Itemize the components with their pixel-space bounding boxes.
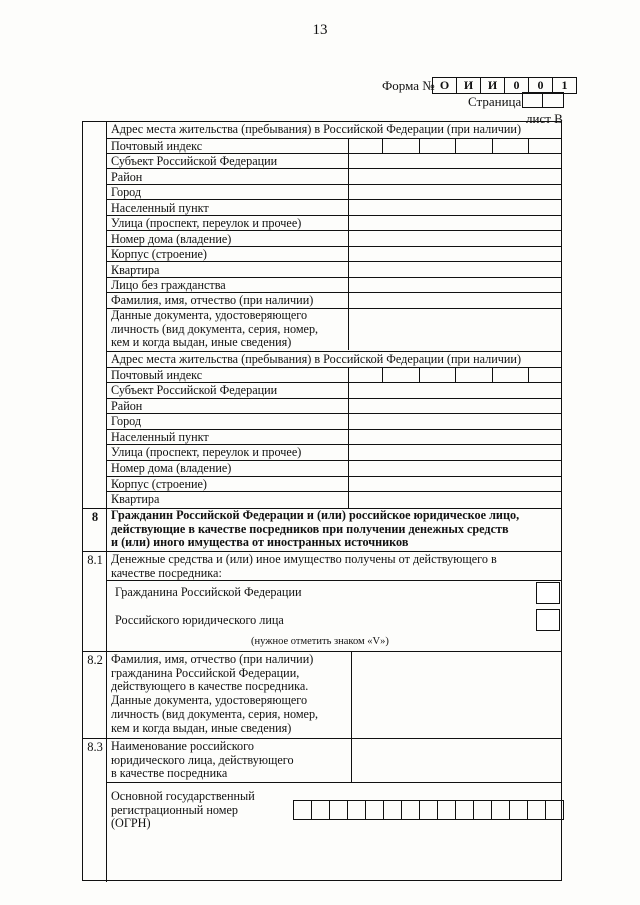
section-8-title: Гражданин Российской Федерации и (или) российское юридическое лицо, действующие в качестве посредников при получении денежных средств и (или) иного имущества от иностранных источников [111,508,520,550]
address-1-settlement-label: Населенный пункт [111,201,209,215]
address-1-district-label: Район [111,170,143,184]
ogrn-digit-box[interactable] [437,800,456,820]
section-8-2-text: Фамилия, имя, отчество (при наличии) гражданина Российской Федерации, действующего в качестве посредника. Данные документа, удостоверяющего личность (вид документа, серия, номер, кем и когда выдан, иные сведения) [111,652,319,735]
form-code-char: И [480,77,505,94]
sheet-label: лист В [526,111,563,126]
address-2-city-label: Город [111,414,142,428]
ogrn-digit-box[interactable] [347,800,366,820]
ogrn-digit-box[interactable] [473,800,492,820]
stateless-name-label: Фамилия, имя, отчество (при наличии) [111,293,314,307]
ogrn-digit-box[interactable] [293,800,312,820]
section-8-number: 8 [91,510,99,524]
form-number-label: Форма № [382,78,435,93]
address-1-street-label: Улица (проспект, переулок и прочее) [111,216,302,230]
address-2-district-label: Район [111,399,143,413]
section-8-3-text: Наименование российского юридического лица, действующего в качестве посредника [111,739,294,781]
ogrn-digit-box[interactable] [365,800,384,820]
address-2-apartment-label: Квартира [111,492,160,506]
option-legal-entity-checkbox[interactable] [536,609,560,631]
section-8-3-number: 8.3 [87,740,103,754]
ogrn-digit-box[interactable] [329,800,348,820]
address-2-postcode-label: Почтовый индекс [111,368,203,382]
address-2-title: Адрес места жительства (пребывания) в Российской Федерации (при наличии) [111,352,522,366]
address-1-postcode-label: Почтовый индекс [111,139,203,153]
option-legal-entity-label: Российского юридического лица [115,613,284,627]
stateless-document-label: Данные документа, удостоверяющего личность (вид документа, серия, номер, кем и когда выдан, иные сведения) [111,308,319,350]
address-1-apartment-label: Квартира [111,263,160,277]
address-1-building-label: Корпус (строение) [111,247,207,261]
section-8-2-number: 8.2 [87,653,103,667]
address-1-city-label: Город [111,185,142,199]
address-1-title: Адрес места жительства (пребывания) в Российской Федерации (при наличии) [111,122,522,136]
ogrn-digit-box[interactable] [311,800,330,820]
checkbox-hint: (нужное отметить знаком «V») [251,636,389,647]
page-label: Страница [468,94,522,109]
ogrn-digit-box[interactable] [527,800,546,820]
ogrn-digit-box[interactable] [419,800,438,820]
ogrn-digit-box[interactable] [383,800,402,820]
form-code-char: 0 [528,77,553,94]
address-2-building-label: Корпус (строение) [111,477,207,491]
ogrn-label: Основной государственный регистрационный номер (ОГРН) [111,789,255,831]
section-8-1-text: Денежные средства и (или) иное имущество получены от действующего в качестве посредника: [111,552,497,580]
section-8-1-number: 8.1 [87,553,103,567]
address-2-settlement-label: Населенный пункт [111,430,209,444]
form-code-char: 0 [504,77,529,94]
ogrn-digit-box[interactable] [401,800,420,820]
address-2-house-label: Номер дома (владение) [111,461,232,475]
option-citizen-label: Гражданина Российской Федерации [115,585,302,599]
form-code-char: О [432,77,457,94]
form-code-char: И [456,77,481,94]
page-number-field[interactable] [522,92,564,108]
address-1-house-label: Номер дома (владение) [111,232,232,246]
stateless-title: Лицо без гражданства [111,278,226,292]
address-2-street-label: Улица (проспект, переулок и прочее) [111,445,302,459]
ogrn-digit-box[interactable] [491,800,510,820]
option-citizen-checkbox[interactable] [536,582,560,604]
ogrn-digit-box[interactable] [545,800,564,820]
page-number: 13 [312,22,328,38]
form-code-char: 1 [552,77,577,94]
ogrn-field[interactable] [294,800,564,820]
ogrn-digit-box[interactable] [509,800,528,820]
form-table [82,121,562,881]
ogrn-digit-box[interactable] [455,800,474,820]
address-2-region-label: Субъект Российской Федерации [111,383,278,397]
address-1-region-label: Субъект Российской Федерации [111,154,278,168]
